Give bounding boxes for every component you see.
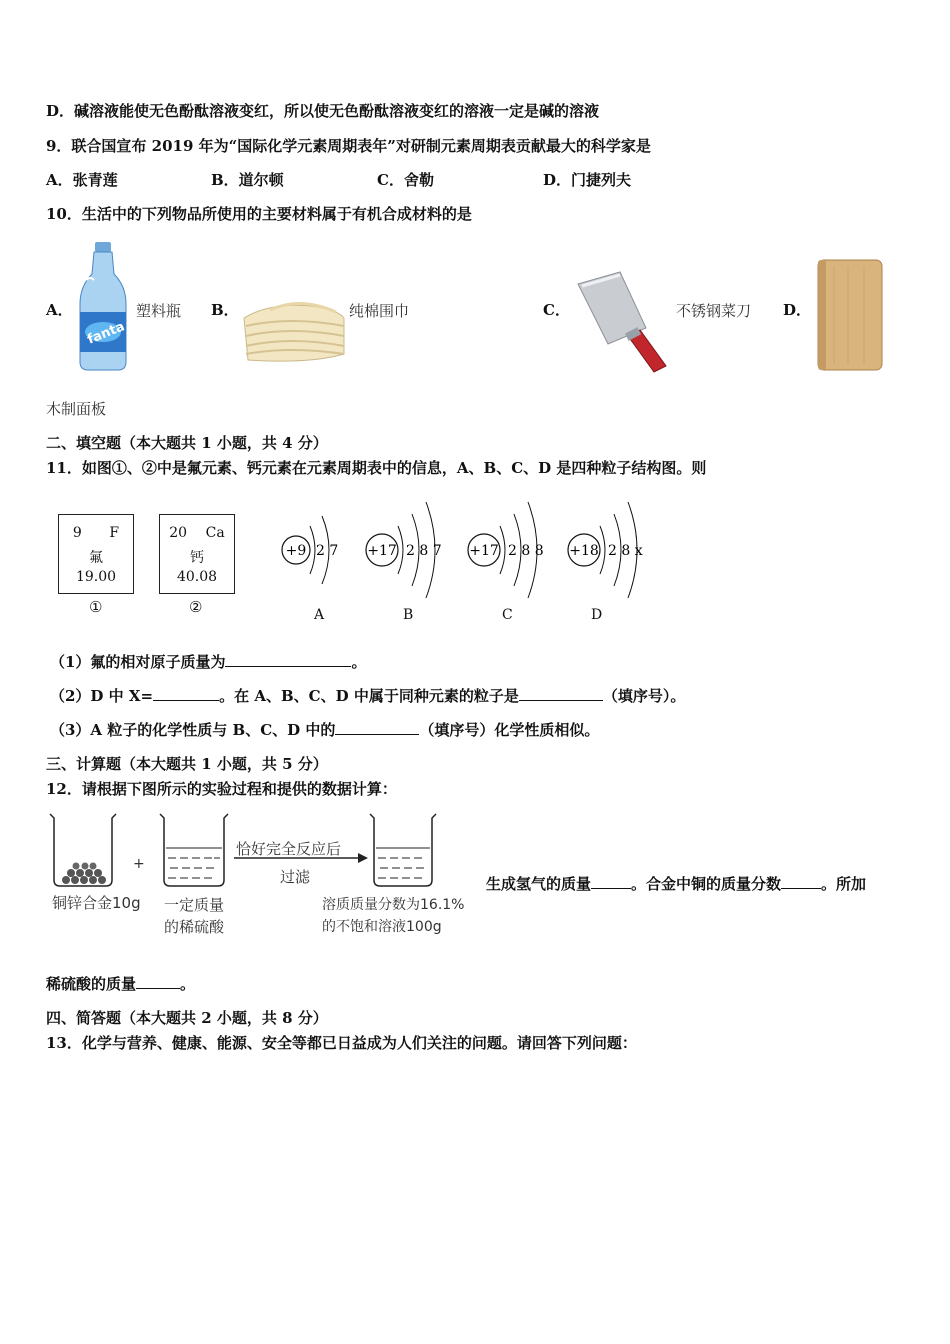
q9-stem: 9．联合国宣布 2019 年为“国际化学元素周期表年”对研制元素周期表贡献最大的科学家是 xyxy=(46,137,651,155)
element-name: 钙 xyxy=(190,550,204,566)
q11-sub-3: （3）A 粒子的化学性质与 B、C、D 中的 （填序号）化学性质相似。 xyxy=(50,721,600,739)
acid-label-line-2: 的稀硫酸 xyxy=(164,918,225,936)
q11-sub-1: （1）氟的相对原子质量为 。 xyxy=(50,653,367,671)
acid-label-line-1: 一定质量 xyxy=(164,896,225,914)
q11-stem: 11．如图①、②中是氟元素、钙元素在元素周期表中的信息，A、B、C、D 是四种粒子结构图。则 xyxy=(46,459,707,477)
q10-option-a-letter: A． xyxy=(46,301,73,319)
q12-answer-line-2: 稀硫酸的质量 。 xyxy=(46,975,196,993)
section-2-heading: 二、填空题（本大题共 1 小题，共 4 分） xyxy=(46,434,328,452)
particle-label-c: C xyxy=(502,607,513,623)
electron-shells: 2 8 x xyxy=(608,543,643,559)
nucleus-charge: +9 xyxy=(285,543,307,559)
arrow-label-bottom: 过滤 xyxy=(280,868,311,886)
element-card-label: ① xyxy=(89,598,103,616)
element-symbol: F xyxy=(109,525,120,541)
q12-stem: 12．请根据下图所示的实验过程和提供的数据计算： xyxy=(46,780,397,798)
electron-shells: 2 8 7 xyxy=(406,543,442,559)
q12-answer-line-1: 生成氢气的质量 。合金中铜的质量分数 。所加 xyxy=(486,875,867,893)
beaker-acid xyxy=(160,814,228,886)
answer-blank[interactable] xyxy=(225,652,351,667)
beaker-solution xyxy=(370,814,436,886)
particle-label-a: A xyxy=(314,607,325,623)
element-mass: 19.00 xyxy=(75,569,117,585)
plus-sign: + xyxy=(133,856,145,872)
particle-structure-diagrams xyxy=(272,496,662,608)
element-number: 9 xyxy=(72,525,82,541)
answer-blank[interactable] xyxy=(153,686,219,701)
q13-stem: 13．化学与营养、健康、能源、安全等都已日益成为人们关注的问题。请回答下列问题： xyxy=(46,1034,637,1052)
element-card-label: ② xyxy=(189,598,203,616)
particle-a xyxy=(282,516,338,584)
bottle-brand-text: fanta xyxy=(85,319,127,348)
nucleus-charge: +17 xyxy=(469,543,499,559)
q9-option-a: A．张青莲 xyxy=(46,171,118,189)
answer-blank[interactable] xyxy=(519,686,603,701)
section-4-heading: 四、简答题（本大题共 2 小题，共 8 分） xyxy=(46,1009,328,1027)
particle-b xyxy=(366,502,442,598)
answer-blank[interactable] xyxy=(591,874,631,889)
q10-option-c-letter: C． xyxy=(543,301,570,319)
electron-shells: 2 8 8 xyxy=(508,543,544,559)
q11-sub-2: （2）D 中 X= 。在 A、B、C、D 中属于同种元素的粒子是 （填序号）。 xyxy=(50,687,686,705)
nucleus-charge: +18 xyxy=(569,543,599,559)
particle-label-d: D xyxy=(591,607,603,623)
q10-option-b-caption: 纯棉围巾 xyxy=(349,302,410,320)
particle-c xyxy=(468,502,544,598)
wooden-board-image xyxy=(814,256,886,374)
answer-blank[interactable] xyxy=(136,974,180,989)
q10-option-d-letter: D． xyxy=(783,301,812,319)
section-3-heading: 三、计算题（本大题共 1 小题，共 5 分） xyxy=(46,755,328,773)
answer-blank[interactable] xyxy=(781,874,821,889)
q9-option-b: B．道尔顿 xyxy=(211,171,284,189)
cotton-towel-image xyxy=(240,288,346,368)
element-card-fluorine xyxy=(58,514,134,594)
element-name: 氟 xyxy=(89,550,103,566)
plastic-bottle-image xyxy=(76,240,130,372)
q9-option-c: C．舍勒 xyxy=(377,171,434,189)
particle-d xyxy=(568,502,643,598)
q10-option-d-caption: 木制面板 xyxy=(46,400,107,418)
answer-blank[interactable] xyxy=(335,720,419,735)
q8-option-d: D．碱溶液能使无色酚酞溶液变红，所以使无色酚酞溶液变红的溶液一定是碱的溶液 xyxy=(46,102,600,120)
alloy-label: 铜锌合金10g xyxy=(52,894,141,912)
result-label-line-1: 溶质质量分数为16.1% xyxy=(322,897,465,913)
q10-option-a-caption: 塑料瓶 xyxy=(136,302,182,320)
q10-option-c-caption: 不锈钢菜刀 xyxy=(676,302,752,320)
nucleus-charge: +17 xyxy=(367,543,397,559)
beaker-alloy xyxy=(50,814,116,886)
q10-option-b-letter: B． xyxy=(211,301,239,319)
element-card-calcium xyxy=(159,514,235,594)
q9-option-d: D．门捷列夫 xyxy=(543,171,632,189)
q10-stem: 10．生活中的下列物品所使用的主要材料属于有机合成材料的是 xyxy=(46,205,472,223)
particle-label-b: B xyxy=(403,607,414,623)
element-mass: 40.08 xyxy=(176,569,218,585)
electron-shells: 2 7 xyxy=(316,543,339,559)
arrow-label-top: 恰好完全反应后 xyxy=(236,840,342,858)
steel-knife-image xyxy=(574,270,670,374)
element-number: 20 xyxy=(169,525,188,541)
element-symbol: Ca xyxy=(205,525,225,541)
result-label-line-2: 的不饱和溶液100g xyxy=(322,919,442,935)
